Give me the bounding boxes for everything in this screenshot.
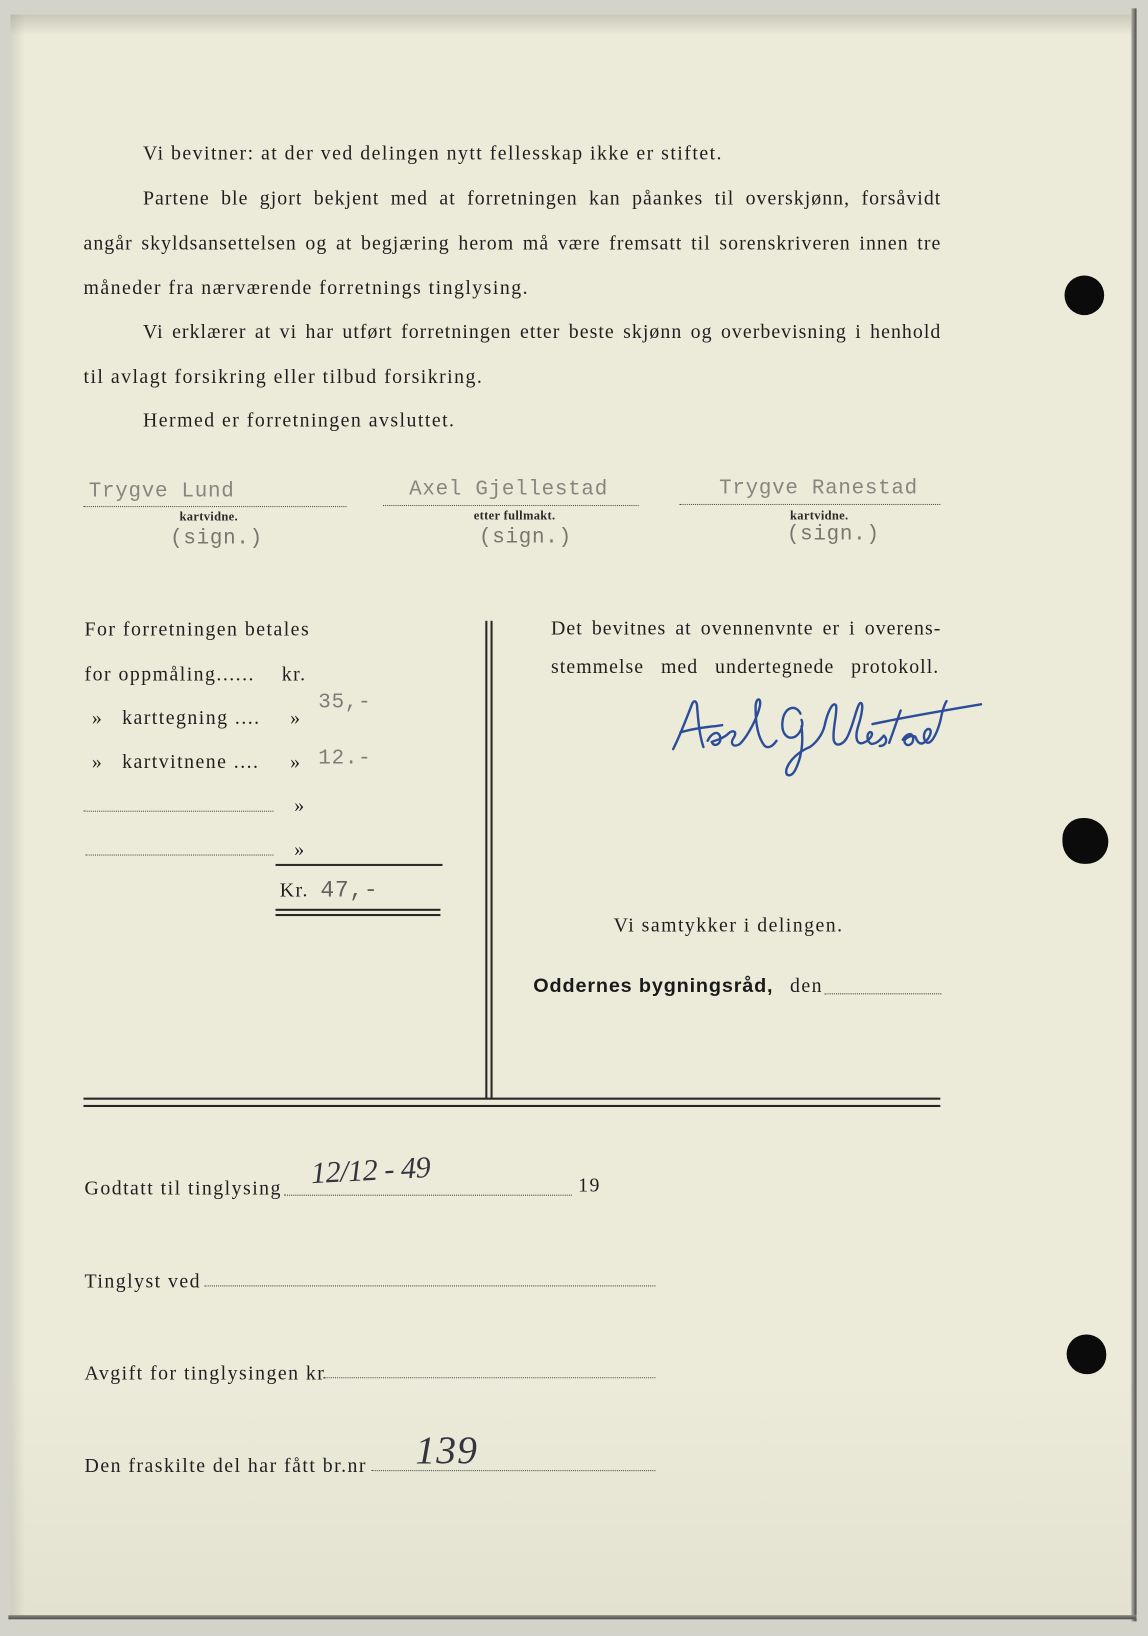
- year-prefix: 19: [578, 1174, 601, 1197]
- fee-unit: kr.: [281, 663, 307, 686]
- handwritten-signature: [664, 689, 988, 783]
- protocol-line: Det bevitnes at ovennenvnte er i overens-: [551, 617, 942, 640]
- signature-note: (sign.): [786, 522, 880, 547]
- authority-name: Oddernes bygningsråd,: [533, 975, 774, 998]
- scan-edge-bottom: [8, 1615, 1136, 1619]
- column-divider: [485, 621, 492, 1099]
- signature-line: [383, 505, 639, 506]
- avgift-label: Avgift for tinglysingen kr: [84, 1362, 326, 1385]
- sum-rule: [276, 864, 443, 866]
- statement-line: Vi erklærer at vi har utført forretningen etter beste skjønn og overbevisning i henhold: [142, 321, 942, 344]
- signature-name: Trygve Lund: [88, 479, 235, 504]
- signature-line: [679, 504, 940, 505]
- signature-stroke: [810, 703, 886, 747]
- fee-value-kartvitnene: 12.-: [318, 747, 372, 772]
- statement-line: Partene ble gjort bekjent med at forretningen kan påankes til overskjønn, forsåvidt: [142, 187, 942, 210]
- statement-line: Vi bevitner: at der ved delingen nytt fellesskap ikke er stiftet.: [142, 142, 723, 165]
- total-label: Kr.: [279, 879, 309, 902]
- brnr-value: 139: [415, 1428, 478, 1473]
- fee-prefix: »: [91, 707, 104, 730]
- statement-line: angår skyldsansettelsen og at begjæring herom må være fremsatt til sorenskriveren innen tre: [83, 232, 942, 255]
- brnr-label: Den fraskilte del har fått br.nr: [84, 1455, 367, 1478]
- fees-heading: For forretningen betales: [84, 618, 311, 641]
- signature-stroke: [889, 711, 900, 743]
- statement-line: måneder fra nærværende forretnings tinglysing.: [83, 277, 530, 300]
- date-label: den: [790, 975, 824, 998]
- punch-hole: [1067, 1334, 1107, 1374]
- fee-blank-line: [86, 855, 274, 856]
- fee-label-oppmaling: for oppmåling......: [84, 663, 255, 686]
- punch-hole: [1065, 275, 1105, 315]
- total-value: 47,-: [320, 877, 379, 904]
- fee-unit: »: [294, 838, 306, 861]
- fee-unit: »: [290, 751, 302, 774]
- tinglyst-line: [205, 1285, 656, 1286]
- fee-value-karttegning: 35,-: [318, 690, 372, 715]
- signature-line: [83, 506, 346, 507]
- godtatt-line: [284, 1195, 572, 1196]
- signature-stroke: [872, 704, 981, 724]
- fee-unit: »: [294, 795, 306, 817]
- signature-name: Axel Gjellestad: [409, 477, 608, 502]
- fee-blank-line: [83, 811, 273, 812]
- total-double-rule: [276, 909, 441, 916]
- fee-unit: »: [290, 707, 302, 730]
- signature-role: kartvidne.: [179, 509, 238, 524]
- punch-hole: [1062, 818, 1108, 864]
- statement-line: Hermed er forretningen avsluttet.: [142, 410, 456, 432]
- brnr-line: [372, 1470, 656, 1471]
- signature-name: Trygve Ranestad: [719, 476, 918, 501]
- godtatt-date: 12/12 - 49: [310, 1150, 431, 1191]
- consent-text: Vi samtykker i delingen.: [613, 915, 844, 937]
- section-double-rule: [83, 1098, 940, 1107]
- fee-prefix: »: [91, 751, 104, 774]
- signature-stroke: [680, 725, 722, 732]
- fee-label-karttegning: karttegning ....: [122, 707, 261, 730]
- signature-role: etter fullmakt.: [473, 508, 556, 523]
- signature-note: (sign.): [479, 525, 572, 550]
- tinglyst-label: Tinglyst ved: [84, 1270, 202, 1293]
- godtatt-label: Godtatt til tinglysing: [84, 1177, 282, 1200]
- fee-label-kartvitnene: kartvitnene ....: [122, 751, 260, 774]
- signature-stroke: [708, 699, 777, 747]
- scan-edge-right: [1131, 8, 1136, 1621]
- signature-note: (sign.): [170, 526, 263, 551]
- statement-line: til avlagt forsikring eller tilbud forsikring.: [83, 366, 484, 389]
- date-line: [824, 993, 941, 994]
- signature-stroke: [903, 701, 947, 745]
- avgift-line: [324, 1377, 656, 1378]
- protocol-line: stemmelse med undertegnede protokoll.: [551, 656, 940, 679]
- signature-role: kartvidne.: [790, 508, 849, 523]
- signature-stroke: [673, 701, 703, 749]
- signature-stroke: [782, 708, 810, 775]
